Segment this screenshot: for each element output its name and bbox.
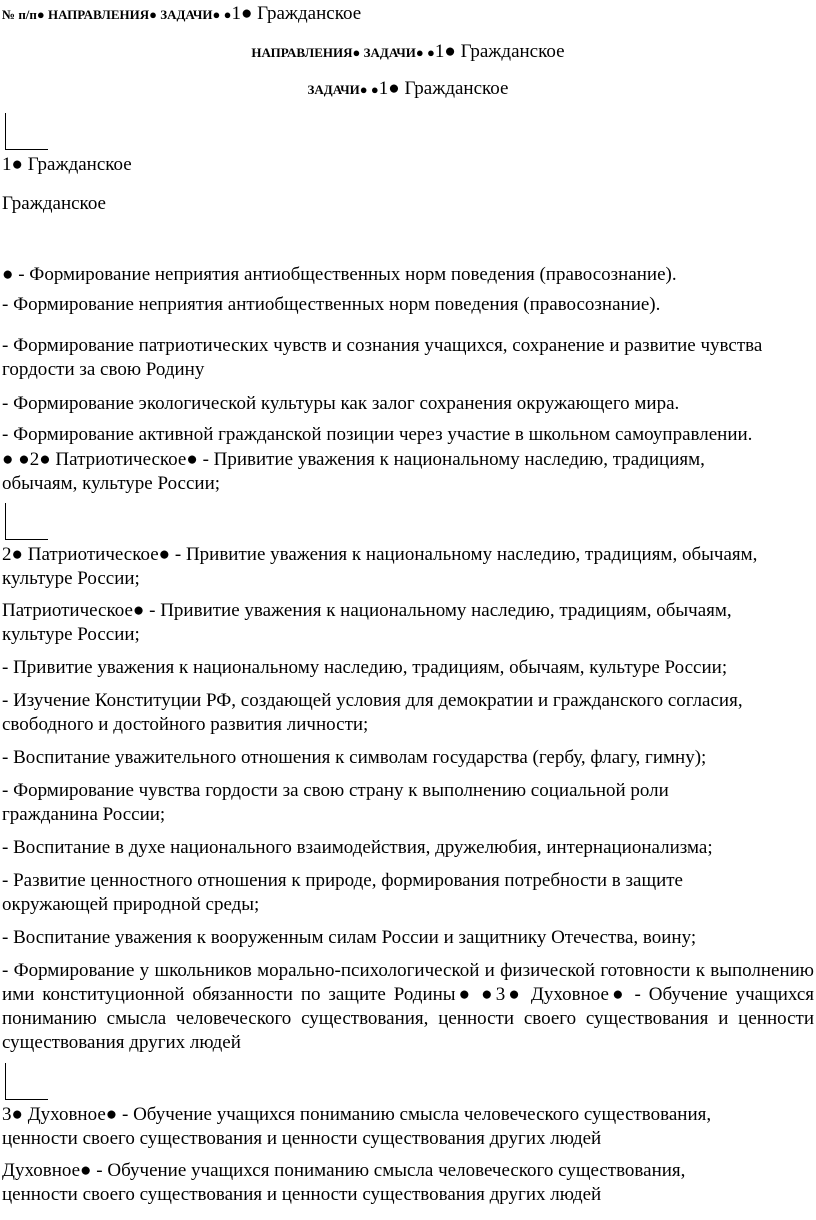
header-row-1: [2, 2, 814, 27]
table-cell-marker: [5, 503, 48, 540]
section2-item-1: 2● Патриотическое● - Привитие уважения к национальному наследию, традициям, обычаям, культуре России;: [2, 544, 758, 589]
section2-item-9: - Воспитание уважения к вооруженным силам России и защитнику Отечества, воину;: [2, 927, 697, 948]
header-row-1-normal: 1● Гражданское: [231, 3, 362, 24]
header-row-2-normal: 1● Гражданское: [434, 41, 565, 62]
table-cell-marker: [5, 1063, 48, 1100]
header-row-3: [0, 77, 816, 102]
header-row-1-bold: № п/п● НАПРАВЛЕНИЯ● ЗАДАЧИ● ●: [2, 7, 232, 22]
section3-item-1: 3● Духовное● - Обучение учащихся пониманию смысла человеческого существования, ценности своего существования и ценности существования других людей: [2, 1104, 712, 1149]
section2-item-4: - Изучение Конституции РФ, создающей условия для демократии и гражданского согласия, свободного и достойного развития личности;: [2, 690, 743, 735]
section2-item-6: - Формирование чувства гордости за свою страну к выполнению социальной роли гражданина России;: [2, 780, 669, 825]
section1-item-1: ● - Формирование неприятия антиобщественных норм поведения (правосознание).: [2, 264, 677, 285]
section2-item-5: - Воспитание уважительного отношения к символам государства (гербу, флагу, гимну);: [2, 747, 707, 768]
header-row-2-bold: НАПРАВЛЕНИЯ● ЗАДАЧИ● ●: [251, 45, 435, 60]
section1-item-4: - Формирование экологической культуры как залог сохранения окружающего мира.: [2, 393, 680, 414]
section2-item-7: - Воспитание в духе национального взаимодействия, дружелюбия, интернационализма;: [2, 837, 713, 858]
header-row-3-normal: 1● Гражданское: [378, 78, 509, 99]
section3-item-2: Духовное● - Обучение учащихся пониманию смысла человеческого существования, ценности своего существования и ценности существования других людей: [2, 1160, 686, 1205]
section1-title-short: Гражданское: [2, 193, 106, 214]
section2-item-10: - Формирование у школьников морально-психологической и физической готовности к выполнению ими конституционной обязанности по защите Родины● ●3● Духовное● - Обучение учащихся пониманию смысла человеческого существования, ценности своего существования и ценности существования других людей: [2, 960, 814, 1053]
section2-item-3: - Привитие уважения к национальному наследию, традициям, обычаям, культуре России;: [2, 657, 728, 678]
section1-item-6: ● ●2● Патриотическое● - Привитие уважения к национальному наследию, традициям, обычаям, культуре России;: [2, 449, 705, 494]
section2-item-8: - Развитие ценностного отношения к природе, формирования потребности в защите окружающей природной среды;: [2, 870, 683, 915]
section1-item-2: - Формирование неприятия антиобщественных норм поведения (правосознание).: [2, 294, 661, 315]
section2-item-2: Патриотическое● - Привитие уважения к национальному наследию, традициям, обычаям, культуре России;: [2, 600, 732, 645]
header-row-3-bold: ЗАДАЧИ● ●: [307, 82, 379, 97]
section1-item-5: - Формирование активной гражданской позиции через участие в школьном самоуправлении.: [2, 424, 753, 445]
header-row-2: [0, 40, 816, 65]
table-cell-marker: [5, 113, 48, 150]
section1-title-full: 1● Гражданское: [2, 154, 132, 175]
section1-item-3: - Формирование патриотических чувств и сознания учащихся, сохранение и развитие чувства гордости за свою Родину: [2, 335, 763, 380]
